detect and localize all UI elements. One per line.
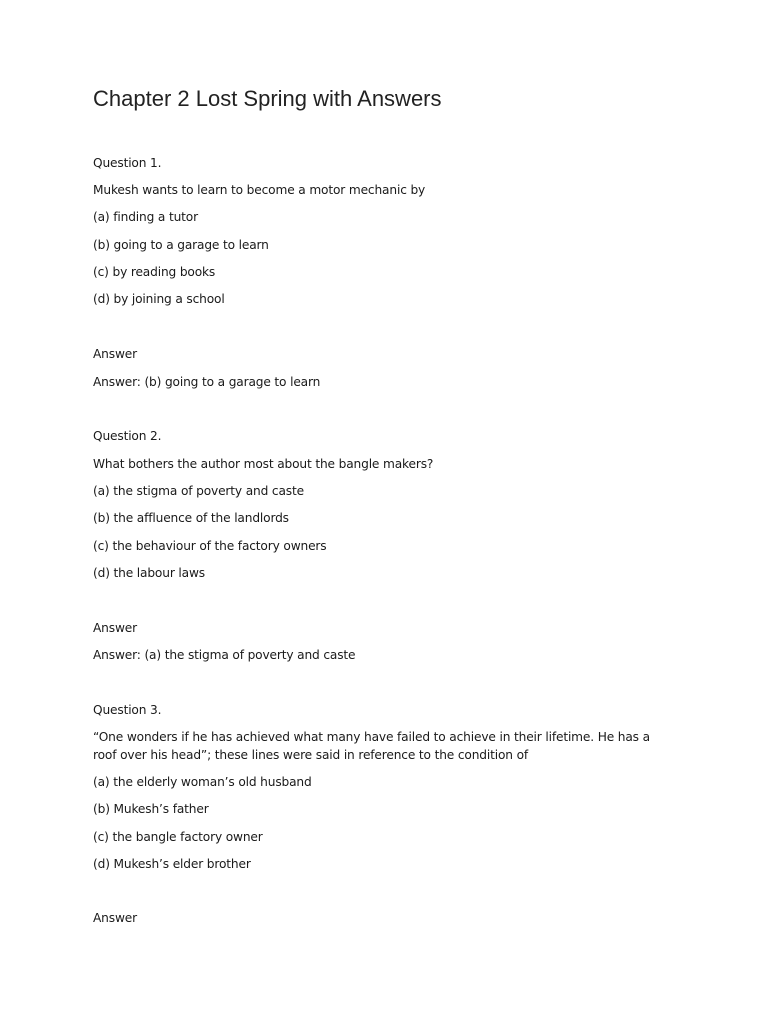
question-2-answer-heading: Answer: [93, 621, 137, 635]
question-2-option-a: (a) the stigma of poverty and caste: [93, 484, 304, 498]
question-2-label: Question 2.: [93, 429, 162, 443]
question-1-text: Mukesh wants to learn to become a motor mechanic by: [93, 183, 426, 197]
question-3-text: “One wonders if he has achieved what many have failed to achieve in their lifetime. He has a roof over his head”; these lines were said in reference to the condition of: [93, 730, 650, 762]
question-2-option-c: (c) the behaviour of the factory owners: [93, 539, 327, 553]
question-3-option-d: (d) Mukesh’s elder brother: [93, 857, 251, 871]
document-title: Chapter 2 Lost Spring with Answers: [93, 86, 442, 111]
question-2-answer: Answer: (a) the stigma of poverty and caste: [93, 648, 356, 662]
question-2-option-b: (b) the affluence of the landlords: [93, 511, 289, 525]
question-2-option-d: (d) the labour laws: [93, 566, 205, 580]
question-1-answer-heading: Answer: [93, 347, 137, 361]
question-1-option-a: (a) finding a tutor: [93, 210, 198, 224]
question-1-label: Question 1.: [93, 156, 162, 170]
question-1-option-d: (d) by joining a school: [93, 292, 225, 306]
question-3-answer-heading: Answer: [93, 911, 137, 925]
question-2-text: What bothers the author most about the bangle makers?: [93, 457, 434, 471]
question-3-option-b: (b) Mukesh’s father: [93, 802, 209, 816]
question-3-label: Question 3.: [93, 703, 162, 717]
question-1-option-c: (c) by reading books: [93, 265, 216, 279]
question-3-option-c: (c) the bangle factory owner: [93, 830, 263, 844]
question-3-option-a: (a) the elderly woman’s old husband: [93, 775, 312, 789]
question-1-answer: Answer: (b) going to a garage to learn: [93, 375, 321, 389]
question-1-option-b: (b) going to a garage to learn: [93, 238, 269, 252]
